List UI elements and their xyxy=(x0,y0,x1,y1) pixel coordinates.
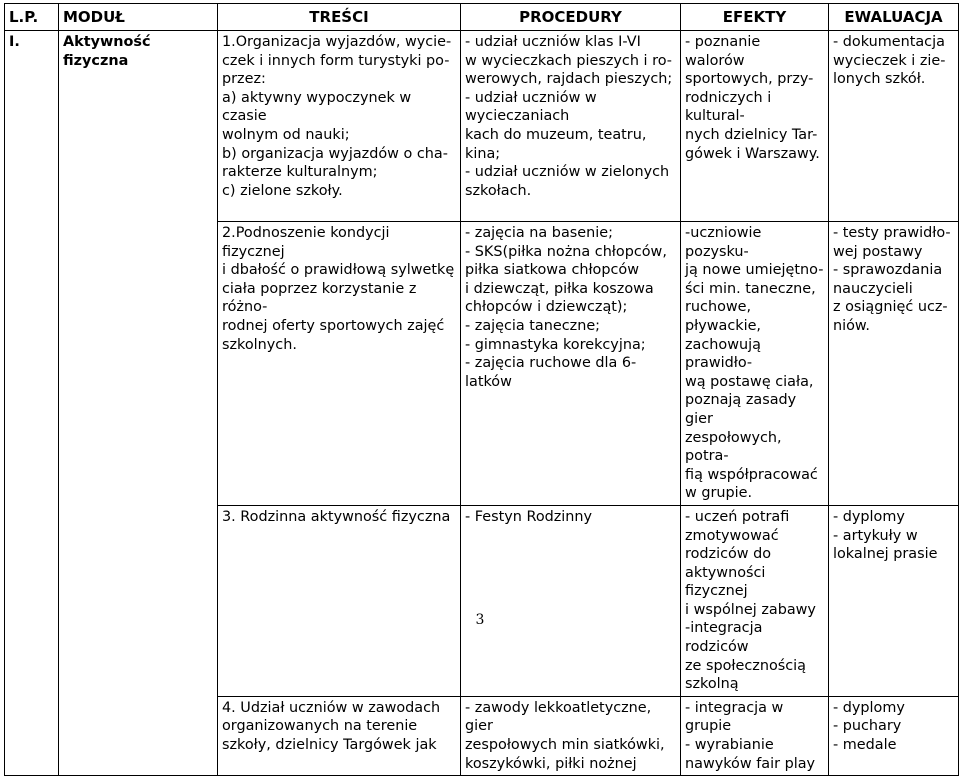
section-module: Aktywność fizyczna xyxy=(59,31,218,776)
row2-procedury: - zajęcia na basenie; - SKS(piłka nożna chłopców, piłka siatkowa chłopców i dziewcząt, piłka koszowa chłopców i dziewcząt); - zajęcia taneczne; - gimnastyka korekcyjna; - zajęcia ruchowe dla 6-latków xyxy=(461,222,681,506)
header-efekty: EFEKTY xyxy=(681,4,829,31)
row2-ewaluacja: - testy prawidło- wej postawy - sprawozdania nauczycieli z osiągnięć ucz- niów. xyxy=(829,222,959,506)
row3-procedury: - Festyn Rodzinny xyxy=(461,505,681,696)
row1-tresci: 1.Organizacja wyjazdów, wycie- czek i innych form turystyki po- przez: a) aktywny wypoczynek w czasie wolnym od nauki; b) organizacja wyjazdów o cha- rakterze kulturalnym; c) zielone szkoły. xyxy=(218,31,461,222)
row1-efekty: - poznanie walorów sportowych, przy- rodniczych i kultural- nych dzielnicy Tar- gówek i Warszawy. xyxy=(681,31,829,222)
row3-ewaluacja: - dyplomy - artykuły w lokalnej prasie xyxy=(829,505,959,696)
row2-efekty: -uczniowie pozysku- ją nowe umiejętno- ści min. taneczne, ruchowe, pływackie, zachowują prawidło- wą postawę ciała, poznają zasady gier zespołowych, potra- fią współpracować w grupie. xyxy=(681,222,829,506)
header-lp: L.P. xyxy=(5,4,59,31)
row1-ewaluacja: - dokumentacja wycieczek i zie- lonych szkół. xyxy=(829,31,959,222)
page-number: 3 xyxy=(475,612,485,628)
row4-tresci: 4. Udział uczniów w zawodach organizowanych na terenie szkoły, dzielnicy Targówek jak xyxy=(218,696,461,775)
row4-efekty: - integracja w grupie - wyrabianie nawyków fair play xyxy=(681,696,829,775)
row1-procedury: - udział uczniów klas I-VI w wycieczkach pieszych i ro- werowych, rajdach pieszych; - udział uczniów w wycieczaniach kach do muzeum, teatru, kina; - udział uczniów w zielonych szkołach. xyxy=(461,31,681,222)
section-number: I. xyxy=(5,31,59,776)
header-row xyxy=(5,4,959,31)
row3-efekty: - uczeń potrafi zmotywować rodziców do aktywności fizycznej i wspólnej zabawy -integracja rodziców ze społecznością szkolną xyxy=(681,505,829,696)
header-ewaluacja: EWALUACJA xyxy=(829,4,959,31)
header-modul: MODUŁ xyxy=(59,4,218,31)
row2-tresci: 2.Podnoszenie kondycji fizycznej i dbałość o prawidłową sylwetkę ciała poprzez korzystanie z różno- rodnej oferty sportowych zajęć szkolnych. xyxy=(218,222,461,506)
row3-tresci: 3. Rodzinna aktywność fizyczna xyxy=(218,505,461,696)
table-row xyxy=(5,31,959,222)
header-procedury: PROCEDURY xyxy=(461,4,681,31)
program-table xyxy=(4,3,959,776)
header-tresci: TREŚCI xyxy=(218,4,461,31)
row4-ewaluacja: - dyplomy - puchary - medale xyxy=(829,696,959,775)
row4-procedury: - zawody lekkoatletyczne, gier zespołowych min siatkówki, koszykówki, piłki nożnej xyxy=(461,696,681,775)
